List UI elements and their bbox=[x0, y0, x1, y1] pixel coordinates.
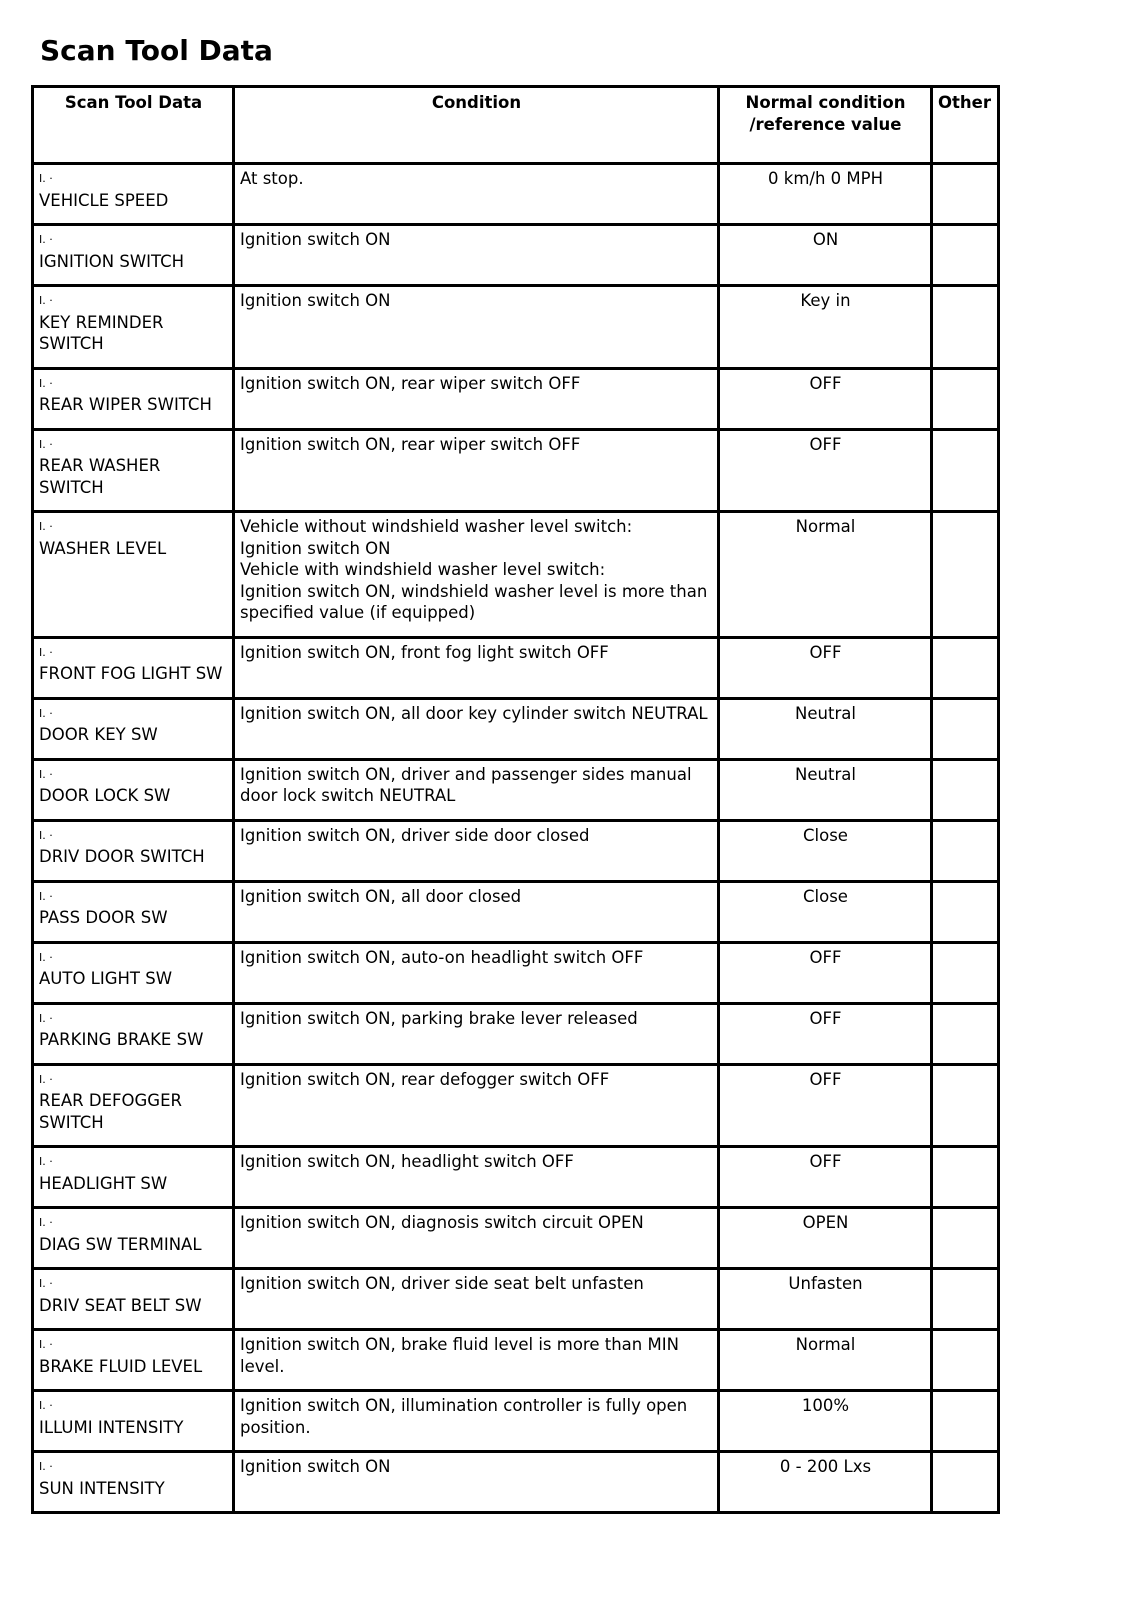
row-marker: I. · bbox=[39, 376, 53, 390]
table-row bbox=[33, 698, 999, 759]
item-name: VEHICLE SPEED bbox=[39, 190, 169, 210]
other-cell bbox=[932, 1269, 999, 1330]
value-cell: Normal bbox=[719, 1330, 932, 1391]
other-cell bbox=[932, 759, 999, 820]
item-name: BRAKE FLUID LEVEL bbox=[39, 1356, 203, 1376]
row-marker: I. · bbox=[39, 1011, 53, 1025]
condition-cell: Ignition switch ON, driver and passenger sides manual door lock switch NEUTRAL bbox=[234, 759, 719, 820]
item-cell bbox=[33, 1064, 234, 1147]
table-row bbox=[33, 429, 999, 512]
table-row bbox=[33, 1452, 999, 1513]
table-row bbox=[33, 1269, 999, 1330]
row-marker: I. · bbox=[39, 1277, 53, 1290]
value-cell: Normal bbox=[719, 512, 932, 638]
condition-cell: Vehicle without windshield washer level switch: Ignition switch ON Vehicle with windshield washer level switch: Ignition switch ON, windshield washer level is more than specified value (if equipped) bbox=[234, 512, 719, 638]
value-cell: OFF bbox=[719, 368, 932, 429]
other-cell bbox=[932, 286, 999, 369]
other-cell bbox=[932, 225, 999, 286]
item-name: HEADLIGHT SW bbox=[39, 1173, 168, 1193]
other-cell bbox=[932, 881, 999, 942]
table-row bbox=[33, 1064, 999, 1147]
other-cell bbox=[932, 942, 999, 1003]
table-row bbox=[33, 1208, 999, 1269]
value-cell: OFF bbox=[719, 942, 932, 1003]
condition-cell: Ignition switch ON, rear wiper switch OFF bbox=[234, 429, 719, 512]
item-name: DRIV SEAT BELT SW bbox=[39, 1295, 202, 1315]
header-scan-tool-data: Scan Tool Data bbox=[33, 87, 234, 164]
other-cell bbox=[932, 637, 999, 698]
table-row bbox=[33, 1147, 999, 1208]
condition-cell: Ignition switch ON, diagnosis switch circuit OPEN bbox=[234, 1208, 719, 1269]
row-marker: I. · bbox=[39, 233, 53, 246]
row-marker: I. · bbox=[39, 889, 53, 903]
value-cell: 100% bbox=[719, 1391, 932, 1452]
item-cell bbox=[33, 1452, 234, 1513]
condition-cell: Ignition switch ON, driver side seat belt unfasten bbox=[234, 1269, 719, 1330]
table-row bbox=[33, 637, 999, 698]
table-row bbox=[33, 286, 999, 369]
item-cell bbox=[33, 225, 234, 286]
other-cell bbox=[932, 368, 999, 429]
value-cell: OFF bbox=[719, 429, 932, 512]
condition-cell: Ignition switch ON, headlight switch OFF bbox=[234, 1147, 719, 1208]
row-marker: I. · bbox=[39, 828, 53, 842]
header-condition: Condition bbox=[234, 87, 719, 164]
value-cell: Neutral bbox=[719, 698, 932, 759]
row-marker: I. · bbox=[39, 172, 53, 185]
item-cell bbox=[33, 1003, 234, 1064]
condition-cell: At stop. bbox=[234, 164, 719, 225]
header-other: Other bbox=[932, 87, 999, 164]
item-cell bbox=[33, 368, 234, 429]
other-cell bbox=[932, 1391, 999, 1452]
item-name: DRIV DOOR SWITCH bbox=[39, 847, 205, 866]
value-cell: 0 - 200 Lxs bbox=[719, 1452, 932, 1513]
item-cell bbox=[33, 429, 234, 512]
value-cell: 0 km/h 0 MPH bbox=[719, 164, 932, 225]
item-name: WASHER LEVEL bbox=[39, 538, 167, 558]
row-marker: I. · bbox=[39, 645, 53, 659]
condition-cell: Ignition switch ON, illumination controller is fully open position. bbox=[234, 1391, 719, 1452]
row-marker: I. · bbox=[39, 294, 53, 307]
item-name: AUTO LIGHT SW bbox=[39, 969, 173, 988]
other-cell bbox=[932, 820, 999, 881]
row-marker: I. · bbox=[39, 1399, 53, 1412]
value-cell: OFF bbox=[719, 1064, 932, 1147]
value-cell: Close bbox=[719, 881, 932, 942]
item-name: REAR WIPER SWITCH bbox=[39, 395, 212, 414]
table-row bbox=[33, 164, 999, 225]
other-cell bbox=[932, 1330, 999, 1391]
value-cell: OFF bbox=[719, 637, 932, 698]
table-row bbox=[33, 759, 999, 820]
item-name: DOOR KEY SW bbox=[39, 725, 158, 744]
row-marker: I. · bbox=[39, 520, 53, 533]
condition-cell: Ignition switch ON, all door key cylinder switch NEUTRAL bbox=[234, 698, 719, 759]
condition-cell: Ignition switch ON, all door closed bbox=[234, 881, 719, 942]
condition-cell: Ignition switch ON bbox=[234, 1452, 719, 1513]
item-cell bbox=[33, 637, 234, 698]
table-row bbox=[33, 942, 999, 1003]
row-marker: I. · bbox=[39, 1338, 53, 1351]
other-cell bbox=[932, 164, 999, 225]
value-cell: OFF bbox=[719, 1003, 932, 1064]
condition-cell: Ignition switch ON, brake fluid level is more than MIN level. bbox=[234, 1330, 719, 1391]
other-cell bbox=[932, 698, 999, 759]
item-name: DOOR LOCK SW bbox=[39, 786, 171, 805]
row-marker: I. · bbox=[39, 1460, 53, 1473]
row-marker: I. · bbox=[39, 1216, 53, 1229]
table-header-row bbox=[33, 87, 999, 164]
item-name: SUN INTENSITY bbox=[39, 1478, 165, 1498]
table-row bbox=[33, 512, 999, 638]
other-cell bbox=[932, 1147, 999, 1208]
row-marker: I. · bbox=[39, 1072, 53, 1086]
condition-cell: Ignition switch ON bbox=[234, 286, 719, 369]
table-row bbox=[33, 820, 999, 881]
table-row bbox=[33, 1391, 999, 1452]
item-name: DIAG SW TERMINAL bbox=[39, 1234, 202, 1254]
item-cell bbox=[33, 881, 234, 942]
scan-tool-data-table bbox=[31, 85, 1000, 1514]
item-cell bbox=[33, 1330, 234, 1391]
item-name: KEY REMINDER SWITCH bbox=[39, 312, 164, 353]
other-cell bbox=[932, 1003, 999, 1064]
item-name: REAR DEFOGGER SWITCH bbox=[39, 1091, 182, 1132]
item-name: REAR WASHER SWITCH bbox=[39, 456, 161, 497]
other-cell bbox=[932, 1064, 999, 1147]
row-marker: I. · bbox=[39, 767, 53, 781]
item-name: PASS DOOR SW bbox=[39, 908, 168, 927]
item-cell bbox=[33, 164, 234, 225]
other-cell bbox=[932, 1452, 999, 1513]
value-cell: OPEN bbox=[719, 1208, 932, 1269]
item-cell bbox=[33, 1147, 234, 1208]
row-marker: I. · bbox=[39, 437, 53, 451]
value-cell: Close bbox=[719, 820, 932, 881]
item-cell bbox=[33, 820, 234, 881]
condition-cell: Ignition switch ON, driver side door closed bbox=[234, 820, 719, 881]
value-cell: Key in bbox=[719, 286, 932, 369]
item-name: IGNITION SWITCH bbox=[39, 251, 185, 271]
item-name: PARKING BRAKE SW bbox=[39, 1030, 204, 1049]
value-cell: Unfasten bbox=[719, 1269, 932, 1330]
item-cell bbox=[33, 759, 234, 820]
page-title: Scan Tool Data bbox=[40, 34, 273, 67]
item-cell bbox=[33, 1208, 234, 1269]
item-name: ILLUMI INTENSITY bbox=[39, 1417, 184, 1437]
condition-cell: Ignition switch ON, parking brake lever released bbox=[234, 1003, 719, 1064]
condition-cell: Ignition switch ON, rear wiper switch OFF bbox=[234, 368, 719, 429]
item-cell bbox=[33, 512, 234, 638]
table-row bbox=[33, 1330, 999, 1391]
condition-cell: Ignition switch ON bbox=[234, 225, 719, 286]
condition-cell: Ignition switch ON, auto-on headlight switch OFF bbox=[234, 942, 719, 1003]
other-cell bbox=[932, 512, 999, 638]
item-cell bbox=[33, 286, 234, 369]
other-cell bbox=[932, 1208, 999, 1269]
table-row bbox=[33, 225, 999, 286]
table-row bbox=[33, 1003, 999, 1064]
row-marker: I. · bbox=[39, 1155, 53, 1168]
table-row bbox=[33, 368, 999, 429]
item-cell bbox=[33, 1269, 234, 1330]
item-cell bbox=[33, 698, 234, 759]
value-cell: OFF bbox=[719, 1147, 932, 1208]
condition-cell: Ignition switch ON, rear defogger switch OFF bbox=[234, 1064, 719, 1147]
other-cell bbox=[932, 429, 999, 512]
header-normal-value: Normal condition /reference value bbox=[719, 87, 932, 164]
condition-cell: Ignition switch ON, front fog light switch OFF bbox=[234, 637, 719, 698]
table-row bbox=[33, 881, 999, 942]
row-marker: I. · bbox=[39, 706, 53, 720]
item-cell bbox=[33, 1391, 234, 1452]
item-name: FRONT FOG LIGHT SW bbox=[39, 664, 223, 683]
value-cell: Neutral bbox=[719, 759, 932, 820]
item-cell bbox=[33, 942, 234, 1003]
value-cell: ON bbox=[719, 225, 932, 286]
row-marker: I. · bbox=[39, 950, 53, 964]
